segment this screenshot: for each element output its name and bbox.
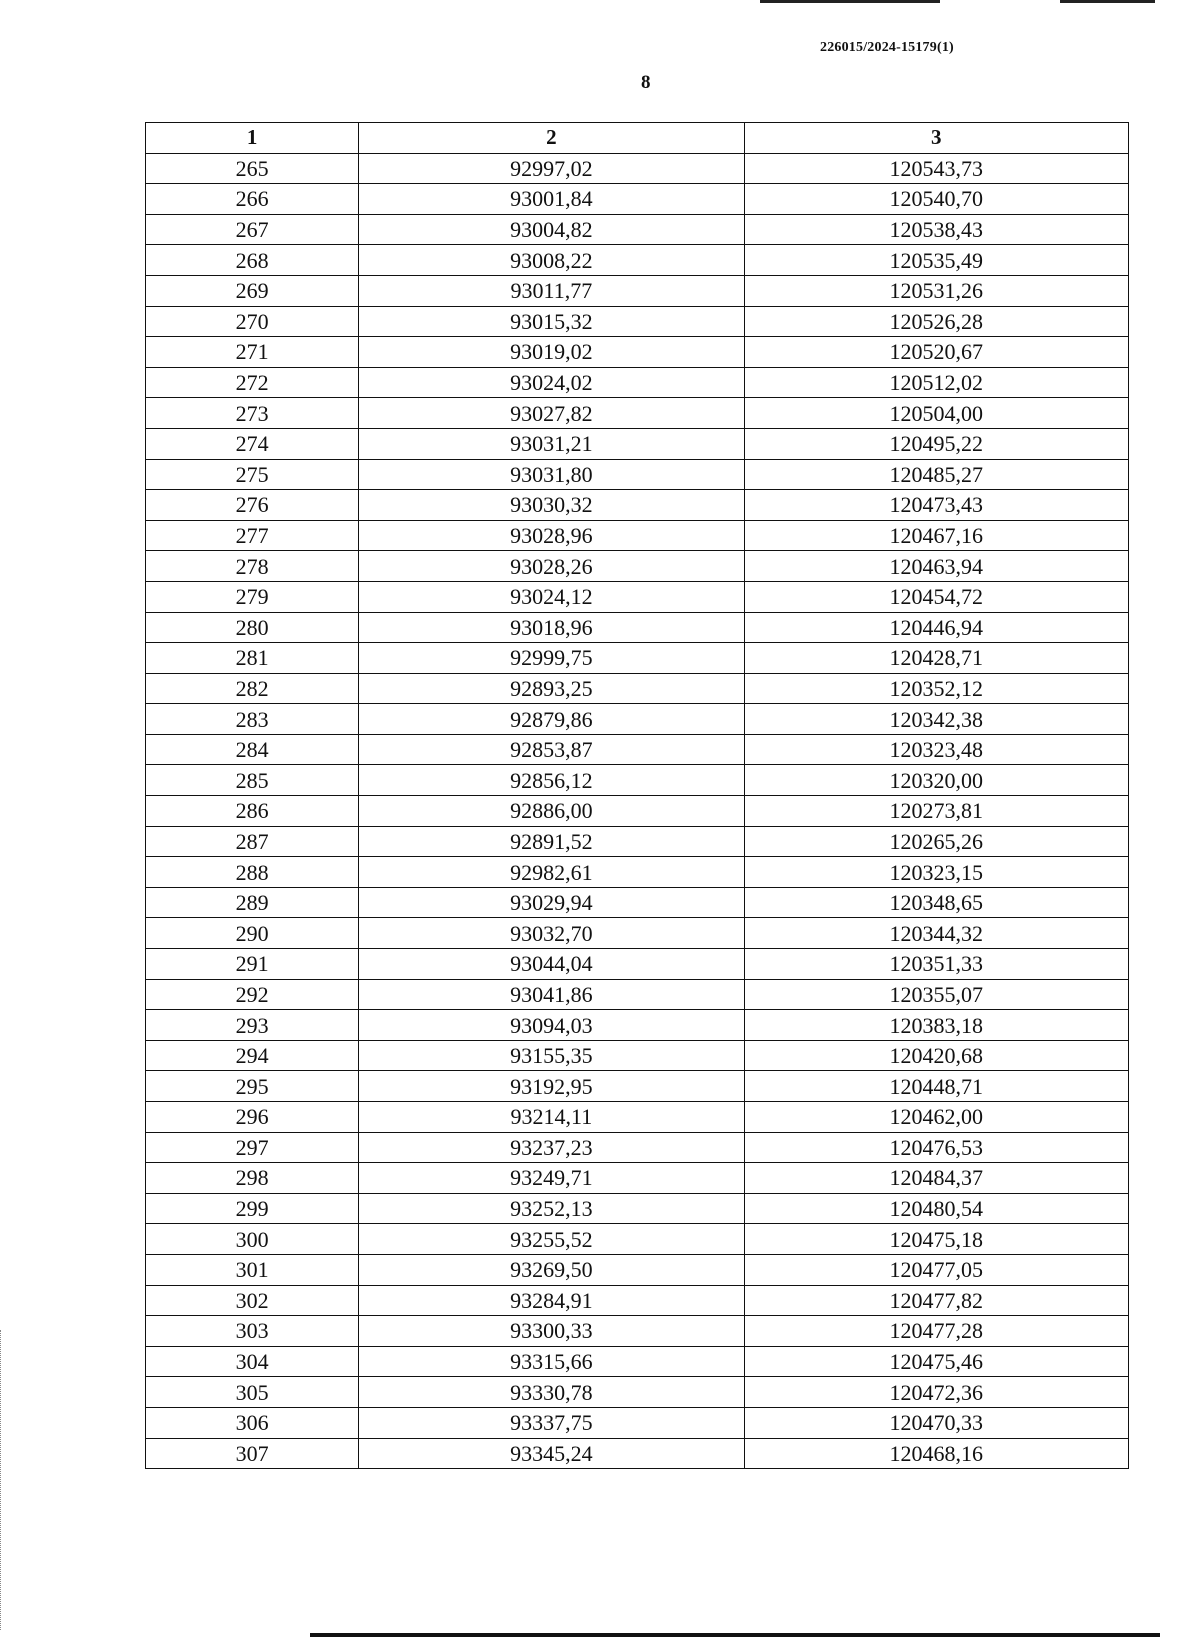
table-row xyxy=(146,704,1129,735)
point-number-cell: 278 xyxy=(146,551,359,582)
y-coordinate-cell: 120420,68 xyxy=(744,1040,1128,1071)
y-coordinate-cell: 120323,48 xyxy=(744,734,1128,765)
table-row xyxy=(146,581,1129,612)
x-coordinate-cell: 93024,12 xyxy=(359,581,744,612)
y-coordinate-cell: 120477,82 xyxy=(744,1285,1128,1316)
point-number-cell: 271 xyxy=(146,337,359,368)
x-coordinate-cell: 93345,24 xyxy=(359,1438,744,1469)
point-number-cell: 280 xyxy=(146,612,359,643)
x-coordinate-cell: 93237,23 xyxy=(359,1132,744,1163)
point-number-cell: 306 xyxy=(146,1407,359,1438)
table-row xyxy=(146,887,1129,918)
x-coordinate-cell: 92999,75 xyxy=(359,643,744,674)
x-coordinate-cell: 93030,32 xyxy=(359,490,744,521)
point-number-cell: 292 xyxy=(146,979,359,1010)
y-coordinate-cell: 120352,12 xyxy=(744,673,1128,704)
point-number-cell: 298 xyxy=(146,1163,359,1194)
y-coordinate-cell: 120265,26 xyxy=(744,826,1128,857)
point-number-cell: 307 xyxy=(146,1438,359,1469)
x-coordinate-cell: 93041,86 xyxy=(359,979,744,1010)
point-number-cell: 304 xyxy=(146,1346,359,1377)
point-number-cell: 276 xyxy=(146,490,359,521)
table-body xyxy=(146,153,1129,1469)
point-number-cell: 265 xyxy=(146,153,359,184)
y-coordinate-cell: 120476,53 xyxy=(744,1132,1128,1163)
table-row xyxy=(146,734,1129,765)
x-coordinate-cell: 93028,26 xyxy=(359,551,744,582)
x-coordinate-cell: 93337,75 xyxy=(359,1407,744,1438)
x-coordinate-cell: 92997,02 xyxy=(359,153,744,184)
y-coordinate-cell: 120342,38 xyxy=(744,704,1128,735)
point-number-cell: 293 xyxy=(146,1010,359,1041)
x-coordinate-cell: 93249,71 xyxy=(359,1163,744,1194)
x-coordinate-cell: 92879,86 xyxy=(359,704,744,735)
y-coordinate-cell: 120543,73 xyxy=(744,153,1128,184)
x-coordinate-cell: 93024,02 xyxy=(359,367,744,398)
x-coordinate-cell: 93284,91 xyxy=(359,1285,744,1316)
y-coordinate-cell: 120323,15 xyxy=(744,857,1128,888)
point-number-cell: 294 xyxy=(146,1040,359,1071)
x-coordinate-cell: 93015,32 xyxy=(359,306,744,337)
y-coordinate-cell: 120355,07 xyxy=(744,979,1128,1010)
table-row xyxy=(146,673,1129,704)
y-coordinate-cell: 120484,37 xyxy=(744,1163,1128,1194)
table-row xyxy=(146,490,1129,521)
point-number-cell: 290 xyxy=(146,918,359,949)
y-coordinate-cell: 120446,94 xyxy=(744,612,1128,643)
scan-artifact-top-line xyxy=(1060,0,1155,3)
table-row xyxy=(146,1163,1129,1194)
scan-artifact-edge xyxy=(0,1330,3,1630)
table-header-row xyxy=(146,123,1129,154)
point-number-cell: 299 xyxy=(146,1193,359,1224)
point-number-cell: 289 xyxy=(146,887,359,918)
x-coordinate-cell: 92856,12 xyxy=(359,765,744,796)
y-coordinate-cell: 120468,16 xyxy=(744,1438,1128,1469)
point-number-cell: 273 xyxy=(146,398,359,429)
y-coordinate-cell: 120531,26 xyxy=(744,275,1128,306)
table-row xyxy=(146,337,1129,368)
y-coordinate-cell: 120320,00 xyxy=(744,765,1128,796)
y-coordinate-cell: 120470,33 xyxy=(744,1407,1128,1438)
point-number-cell: 286 xyxy=(146,796,359,827)
x-coordinate-cell: 92891,52 xyxy=(359,826,744,857)
point-number-cell: 305 xyxy=(146,1377,359,1408)
y-coordinate-cell: 120540,70 xyxy=(744,184,1128,215)
x-coordinate-cell: 93028,96 xyxy=(359,520,744,551)
table-row xyxy=(146,1438,1129,1469)
table-row xyxy=(146,428,1129,459)
y-coordinate-cell: 120348,65 xyxy=(744,887,1128,918)
table-row xyxy=(146,153,1129,184)
point-number-cell: 295 xyxy=(146,1071,359,1102)
table-row xyxy=(146,612,1129,643)
point-number-cell: 268 xyxy=(146,245,359,276)
x-coordinate-cell: 93029,94 xyxy=(359,887,744,918)
y-coordinate-cell: 120520,67 xyxy=(744,337,1128,368)
y-coordinate-cell: 120526,28 xyxy=(744,306,1128,337)
x-coordinate-cell: 93018,96 xyxy=(359,612,744,643)
y-coordinate-cell: 120512,02 xyxy=(744,367,1128,398)
x-coordinate-cell: 93330,78 xyxy=(359,1377,744,1408)
y-coordinate-cell: 120462,00 xyxy=(744,1102,1128,1133)
table-row xyxy=(146,765,1129,796)
y-coordinate-cell: 120485,27 xyxy=(744,459,1128,490)
point-number-cell: 297 xyxy=(146,1132,359,1163)
coordinates-table xyxy=(145,122,1129,1469)
y-coordinate-cell: 120535,49 xyxy=(744,245,1128,276)
point-number-cell: 277 xyxy=(146,520,359,551)
table-row xyxy=(146,398,1129,429)
point-number-cell: 287 xyxy=(146,826,359,857)
y-coordinate-cell: 120504,00 xyxy=(744,398,1128,429)
point-number-cell: 301 xyxy=(146,1254,359,1285)
table-row xyxy=(146,1285,1129,1316)
point-number-cell: 282 xyxy=(146,673,359,704)
table-row xyxy=(146,1377,1129,1408)
y-coordinate-cell: 120467,16 xyxy=(744,520,1128,551)
x-coordinate-cell: 93315,66 xyxy=(359,1346,744,1377)
table-row xyxy=(146,1193,1129,1224)
table-row xyxy=(146,1132,1129,1163)
x-coordinate-cell: 93011,77 xyxy=(359,275,744,306)
point-number-cell: 296 xyxy=(146,1102,359,1133)
y-coordinate-cell: 120448,71 xyxy=(744,1071,1128,1102)
y-coordinate-cell: 120351,33 xyxy=(744,949,1128,980)
y-coordinate-cell: 120475,46 xyxy=(744,1346,1128,1377)
x-coordinate-cell: 92982,61 xyxy=(359,857,744,888)
y-coordinate-cell: 120538,43 xyxy=(744,214,1128,245)
column-header-2: 2 xyxy=(359,123,744,154)
table-row xyxy=(146,1071,1129,1102)
y-coordinate-cell: 120454,72 xyxy=(744,581,1128,612)
x-coordinate-cell: 93001,84 xyxy=(359,184,744,215)
x-coordinate-cell: 93252,13 xyxy=(359,1193,744,1224)
point-number-cell: 285 xyxy=(146,765,359,796)
x-coordinate-cell: 93004,82 xyxy=(359,214,744,245)
table-row xyxy=(146,643,1129,674)
x-coordinate-cell: 92853,87 xyxy=(359,734,744,765)
table-row xyxy=(146,1316,1129,1347)
y-coordinate-cell: 120344,32 xyxy=(744,918,1128,949)
table-row xyxy=(146,459,1129,490)
point-number-cell: 283 xyxy=(146,704,359,735)
point-number-cell: 275 xyxy=(146,459,359,490)
table-row xyxy=(146,551,1129,582)
scan-artifact-bottom-line xyxy=(310,1633,1160,1637)
x-coordinate-cell: 93044,04 xyxy=(359,949,744,980)
point-number-cell: 274 xyxy=(146,428,359,459)
point-number-cell: 279 xyxy=(146,581,359,612)
x-coordinate-cell: 93214,11 xyxy=(359,1102,744,1133)
x-coordinate-cell: 93008,22 xyxy=(359,245,744,276)
table-row xyxy=(146,949,1129,980)
x-coordinate-cell: 92886,00 xyxy=(359,796,744,827)
table-row xyxy=(146,275,1129,306)
table-row xyxy=(146,979,1129,1010)
point-number-cell: 291 xyxy=(146,949,359,980)
table-row xyxy=(146,306,1129,337)
x-coordinate-cell: 93300,33 xyxy=(359,1316,744,1347)
point-number-cell: 303 xyxy=(146,1316,359,1347)
y-coordinate-cell: 120383,18 xyxy=(744,1010,1128,1041)
y-coordinate-cell: 120273,81 xyxy=(744,796,1128,827)
y-coordinate-cell: 120473,43 xyxy=(744,490,1128,521)
point-number-cell: 270 xyxy=(146,306,359,337)
point-number-cell: 281 xyxy=(146,643,359,674)
table-row xyxy=(146,796,1129,827)
y-coordinate-cell: 120477,05 xyxy=(744,1254,1128,1285)
y-coordinate-cell: 120495,22 xyxy=(744,428,1128,459)
document-reference-number: 226015/2024-15179(1) xyxy=(820,40,954,55)
y-coordinate-cell: 120477,28 xyxy=(744,1316,1128,1347)
point-number-cell: 288 xyxy=(146,857,359,888)
table-row xyxy=(146,1224,1129,1255)
table-row xyxy=(146,214,1129,245)
x-coordinate-cell: 93032,70 xyxy=(359,918,744,949)
table-row xyxy=(146,245,1129,276)
table-row xyxy=(146,1254,1129,1285)
point-number-cell: 266 xyxy=(146,184,359,215)
x-coordinate-cell: 93027,82 xyxy=(359,398,744,429)
table-row xyxy=(146,1040,1129,1071)
table-row xyxy=(146,857,1129,888)
y-coordinate-cell: 120463,94 xyxy=(744,551,1128,582)
table-row xyxy=(146,184,1129,215)
table-row xyxy=(146,1010,1129,1041)
y-coordinate-cell: 120480,54 xyxy=(744,1193,1128,1224)
table-row xyxy=(146,1407,1129,1438)
table-row xyxy=(146,826,1129,857)
x-coordinate-cell: 93019,02 xyxy=(359,337,744,368)
page-number: 8 xyxy=(641,72,651,93)
point-number-cell: 267 xyxy=(146,214,359,245)
column-header-1: 1 xyxy=(146,123,359,154)
column-header-3: 3 xyxy=(744,123,1128,154)
table-row xyxy=(146,367,1129,398)
point-number-cell: 302 xyxy=(146,1285,359,1316)
x-coordinate-cell: 93269,50 xyxy=(359,1254,744,1285)
x-coordinate-cell: 93094,03 xyxy=(359,1010,744,1041)
point-number-cell: 269 xyxy=(146,275,359,306)
y-coordinate-cell: 120428,71 xyxy=(744,643,1128,674)
y-coordinate-cell: 120472,36 xyxy=(744,1377,1128,1408)
table-row xyxy=(146,520,1129,551)
table-row xyxy=(146,918,1129,949)
table-row xyxy=(146,1346,1129,1377)
y-coordinate-cell: 120475,18 xyxy=(744,1224,1128,1255)
x-coordinate-cell: 93192,95 xyxy=(359,1071,744,1102)
scan-artifact-top-line xyxy=(760,0,940,3)
point-number-cell: 300 xyxy=(146,1224,359,1255)
point-number-cell: 284 xyxy=(146,734,359,765)
x-coordinate-cell: 93155,35 xyxy=(359,1040,744,1071)
table-row xyxy=(146,1102,1129,1133)
x-coordinate-cell: 92893,25 xyxy=(359,673,744,704)
x-coordinate-cell: 93031,21 xyxy=(359,428,744,459)
x-coordinate-cell: 93031,80 xyxy=(359,459,744,490)
point-number-cell: 272 xyxy=(146,367,359,398)
x-coordinate-cell: 93255,52 xyxy=(359,1224,744,1255)
